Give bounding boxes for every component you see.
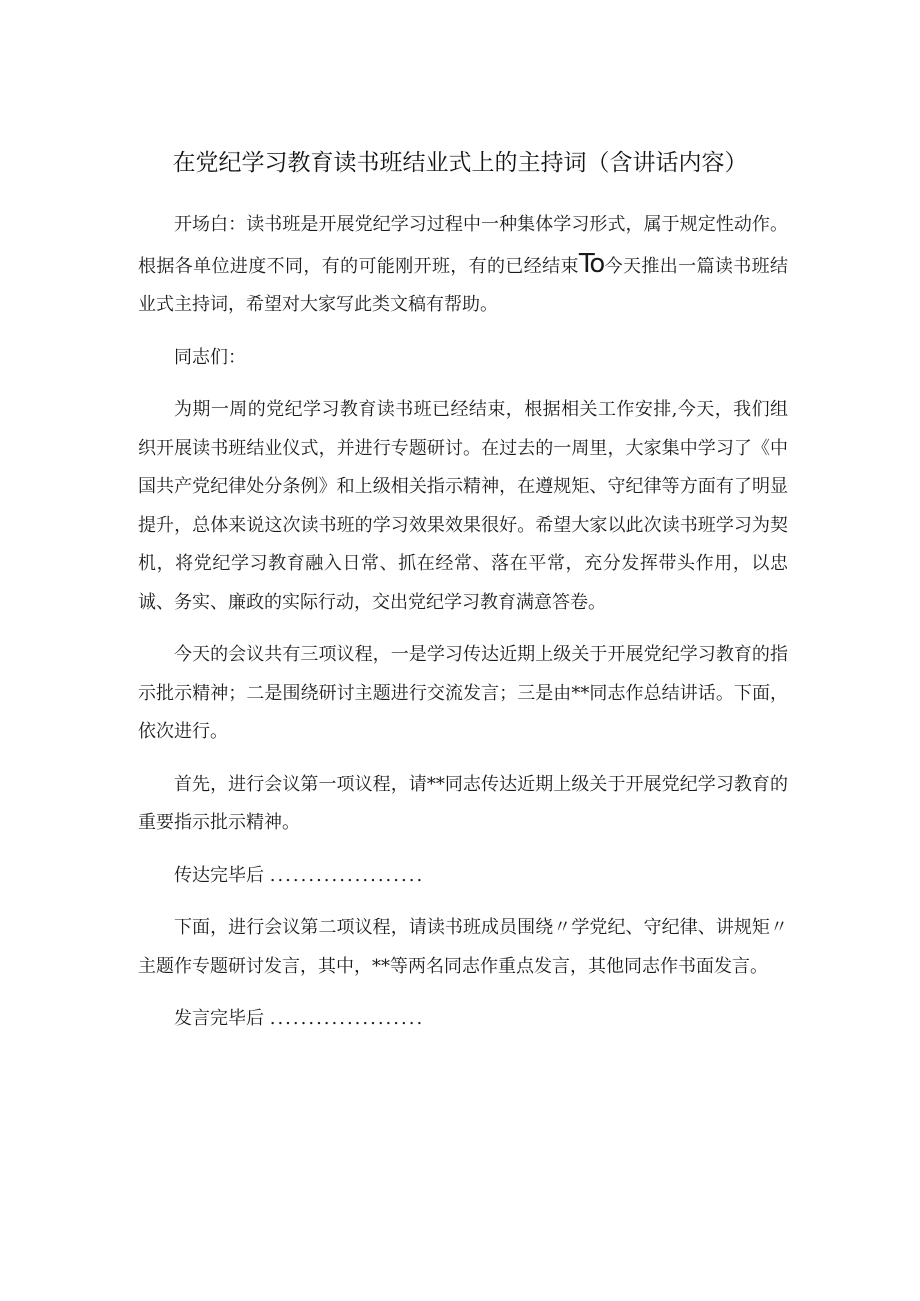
intro-text-part1: 开场白：读书班是开展党纪学习过程中一种集体学习形式，属于规定性动作。根据各单位进度不同，有的可能刚开班，有的已经结束 [138, 214, 788, 277]
intro-text-part2: 今天推出一篇读书班结业式主持词，希望对大家写此类文稿有帮助。 [138, 255, 789, 315]
intro-paragraph [138, 206, 788, 325]
relay-done-paragraph [138, 857, 788, 896]
speech-done-paragraph [138, 1000, 788, 1039]
intro-text-to: To [578, 248, 605, 279]
relay-done-dots: .................... [269, 864, 425, 886]
speech-done-dots: .................... [269, 1008, 425, 1029]
first-item-paragraph: 首先，进行会议第一项议程，请**同志传达近期上级关于开展党纪学习教育的重要指示批示精神。 [138, 773, 788, 833]
second-item-paragraph: 下面，进行会议第二项议程，请读书班成员围绕〃学党纪、守纪律、讲规矩〃主题作专题研讨发言，其中，**等两名同志作重点发言，其他同志作书面发言。 [138, 917, 788, 977]
opening-paragraph: 为期一周的党纪学习教育读书班已经结束，根据相关工作安排,今天，我们组织开展读书班结业仪式，并进行专题研讨。在过去的一周里，大家集中学习了《中国共产党纪律处分条例》和上级相关指示精神，在遵规矩、守纪律等方面有了明显提升，总体来说这次读书班的学习效果效果很好。希望大家以此次读书班学习为契机，将党纪学习教育融入日常、抓在经常、落在平常，充分发挥带头作用，以忠诚、务实、廉政的实际行动，交出党纪学习教育满意答卷。 [138, 399, 788, 613]
document-body [138, 206, 788, 1053]
speech-done-label: 发言完毕后 [174, 1008, 264, 1029]
salutation-paragraph: 同志们： [174, 346, 246, 368]
relay-done-label: 传达完毕后 [174, 864, 264, 886]
document-title: 在党纪学习教育读书班结业式上的主持词（含讲话内容） [172, 150, 748, 176]
agenda-paragraph: 今天的会议共有三项议程，一是学习传达近期上级关于开展党纪学习教育的指示批示精神；二是围绕研讨主题进行交流发言；三是由**同志作总结讲话。下面，依次进行。 [138, 644, 788, 742]
